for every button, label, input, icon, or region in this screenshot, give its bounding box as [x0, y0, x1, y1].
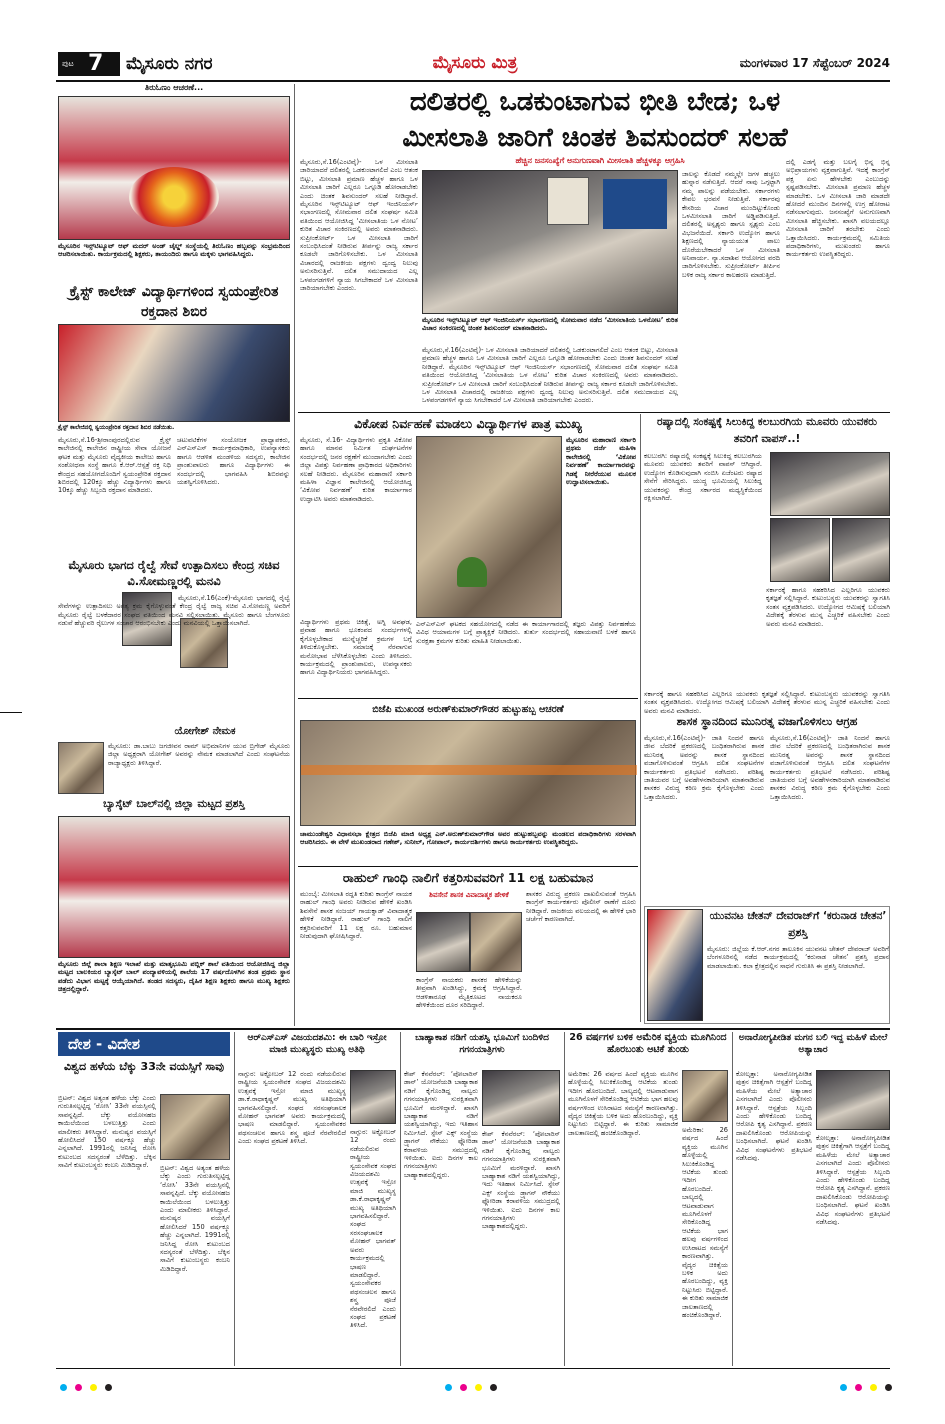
fb-body: ಅಮೆರಿಕಾ: 26 ವರ್ಷದ ಹಿಂದೆ ವ್ಯಕ್ತಿಯ ಮೂಗಿನ ಹೊಳ್ಳೆಯಲ್ಲಿ ಸಿಲುಕಿಕೊಂಡಿದ್ದ ಆಟಿಕೆಯ ತುಂಡು ಇದೀಗ ಹೊರಬಂದಿದೆ. ಬಾಲ್ಯದಲ್ಲಿ ಆಟವಾಡುವಾಗ ಮೂಗಿನೊಳಗೆ ಸೇರಿಕೊಂಡಿದ್ದ ಆಟಿಕೆಯ ಭಾಗ ಹಲವು ವರ್ಷಗಳಿಂದ ಉಸಿರಾಟದ ಸಮಸ್ಯೆಗೆ ಕಾರಣವಾಗಿತ್ತು. ವೈದ್ಯರ ಚಿಕಿತ್ಸೆಯ ಬಳಿಕ ಅದು ಹೊರಬಂದಿದ್ದು, ವ್ಯಕ್ತಿ ನಿಟ್ಟುಸಿರು ಬಿಟ್ಟಿದ್ದಾರೆ. ಈ ಕುರಿತು ಸಾಮಾಜಿಕ ಜಾಲತಾಣದಲ್ಲಿ ಹಂಚಿಕೊಂಡಿದ್ದಾರೆ. — [568, 1070, 678, 1137]
crime-headline: ಅನಾರೋಗ್ಯಪೀಡಿತ ಮಗನ ಬಲಿ ಇದ್ದ ಮಹಿಳೆ ಮೇಲೆ ಅತ್ಯಾಚಾರ — [738, 1033, 888, 1055]
col-divider-1 — [294, 84, 295, 1026]
cat-photo — [160, 1094, 230, 1160]
blood-headline: ಕ್ರೈಸ್ಟ್ ಕಾಲೇಜ್ ವಿದ್ಯಾರ್ಥಿಗಳಿಂದ ಸ್ವಯಂಪ್ರೇರಿತ ರಕ್ತದಾನ ಶಿಬಿರ — [69, 284, 279, 320]
basket-caption: ಮೈಸೂರು ಜಿಲ್ಲೆ ಶಾಲಾ ಶಿಕ್ಷಣ ಇಲಾಖೆ ಮತ್ತು ಮಾತೃಭೂಮಿ ಪಬ್ಲಿಕ್ ಶಾಲೆ ವತಿಯಿಂದ ಆಯೋಜಿಸಿದ್ದ ಜಿಲ್ಲಾ ಮಟ್ಟದ ಬಾಲಕಿಯರ ಬ್ಯಾಸ್ಕೆಟ್ ಬಾಲ್ ಪಂದ್ಯಾವಳಿಯಲ್ಲಿ ಶಾಲೆಯ 17 ವರ್ಷದೊಳಗಿನ ತಂಡ ಪ್ರಥಮ ಸ್ಥಾನ ಪಡೆದು ವಿಭಾಗ ಮಟ್ಟಕ್ಕೆ ಆಯ್ಕೆಯಾಗಿದೆ. ತಂಡದ ಸದಸ್ಯರು, ದೈಹಿಕ ಶಿಕ್ಷಣ ಶಿಕ್ಷಕರು ಹಾಗೂ ಮುಖ್ಯ ಶಿಕ್ಷಕರು ಚಿತ್ರದಲ್ಲಿದ್ದಾರೆ. — [58, 960, 290, 994]
mla-body-b: ಮೈಸೂರು,ಸೆ.16(ಎಂಟಿವೈ)- ಜಾತಿ ನಿಂದನೆ ಹಾಗೂ ಜೀವ ಬೆದರಿಕೆ ಪ್ರಕರಣದಲ್ಲಿ ಬಂಧಿತರಾಗಿರುವ ಶಾಸಕ ಮುನಿರತ್ನ ಅವರನ್ನು ಶಾಸಕ ಸ್ಥಾನದಿಂದ ವಜಾಗೊಳಿಸುವಂತೆ ಆಗ್ರಹಿಸಿ ದಲಿತ ಸಂಘಟನೆಗಳ ಕಾರ್ಯಕರ್ತರು ಪ್ರತಿಭಟನೆ ನಡೆಸಿದರು. ಪರಿಶಿಷ್ಟ ಜಾತಿಯವರ ಬಗ್ಗೆ ಅವಹೇಳನಕಾರಿಯಾಗಿ ಮಾತನಾಡಿರುವ ಶಾಸಕರ ವಿರುದ್ಧ ಕಠಿಣ ಕ್ರಮ ಕೈಗೊಳ್ಳಬೇಕು ಎಂದು ಒತ್ತಾಯಿಸಿದರು. — [770, 734, 890, 801]
soldier-photo-2 — [770, 518, 830, 582]
masthead-rule — [56, 80, 890, 82]
crop-mark-left — [0, 712, 22, 713]
rahul-top-rule — [298, 866, 638, 867]
world-divider-1 — [234, 1032, 235, 1366]
lead-photo — [422, 170, 678, 314]
gaikwad-photo — [416, 912, 470, 972]
bjp-caption: ಚಾಮುಂಡೇಶ್ವರಿ ವಿಧಾನಸಭಾ ಕ್ಷೇತ್ರದ ಬಿಜೆಪಿ ಮಾಜಿ ಅಧ್ಯಕ್ಷ ಎನ್.ಅರುಣ್‌ಕುಮಾರ್‌ಗೌಡ ಅವರ ಹುಟ್ಟುಹಬ್ಬವನ್ನು ಮಂಡಲದ ಪದಾಧಿಕಾರಿಗಳು ಸರಳವಾಗಿ ಆಚರಿಸಿದರು. ಈ ವೇಳೆ ಮುಖಂಡರಾದ ಗಣೇಶ್, ಸುನೀಲ್, ಗೋಪಾಲ್, ಕಾರ್ಯದರ್ಶಿಗಳು ಹಾಗೂ ಕಾರ್ಯಕರ್ತರು ಉಪಸ್ಥಿತರಿದ್ದರು. — [300, 830, 636, 847]
chetan-photo — [647, 909, 703, 1021]
paper-name: ಮೈಸೂರು ಮಿತ್ರ — [432, 53, 518, 73]
reg-dot-yellow — [870, 1384, 877, 1391]
section-title: ಮೈಸೂರು ನಗರ — [126, 54, 213, 74]
disaster-photo — [416, 436, 562, 618]
crime-photo — [816, 1070, 890, 1130]
disaster-body-a: ಮೈಸೂರು, ಸೆ.16- ವಿದ್ಯಾರ್ಥಿಗಳು ಪ್ರಕೃತಿ ವಿಕೋಪ ಹಾಗೂ ಮಾನವ ನಿರ್ಮಿತ ದುರ್ಘಟನೆಗಳ ಸಂದರ್ಭದಲ್ಲಿ ಜನರ ರಕ್ಷಣೆಗೆ ಮುಂದಾಗಬೇಕು ಎಂದು ಜಿಲ್ಲಾ ವಿಪತ್ತು ನಿರ್ವಹಣಾ ಪ್ರಾಧಿಕಾರದ ಅಧಿಕಾರಿಗಳು ಸಲಹೆ ನೀಡಿದರು. ಮೈಸೂರಿನ ಮಹಾರಾಣಿ ಸರ್ಕಾರಿ ಮಹಿಳಾ ವಿಜ್ಞಾನ ಕಾಲೇಜಿನಲ್ಲಿ ಆಯೋಜಿಸಿದ್ದ ‘ವಿಕೋಪ ನಿರ್ವಹಣೆ’ ಕುರಿತ ಕಾರ್ಯಾಗಾರ ಉದ್ಘಾಟಿಸಿ ಅವರು ಮಾತನಾಡಿದರು. — [300, 436, 412, 503]
reg-dot-magenta — [460, 1384, 467, 1391]
reg-dot-yellow — [90, 1384, 97, 1391]
lead-body-col1: ಮೈಸೂರು,ಸೆ.16(ಎಂಟಿವೈ)- ಒಳ ಮೀಸಲಾತಿ ಜಾರಿಯಾದರೆ ದಲಿತರಲ್ಲಿ ಒಡಕುಂಟಾಗಲಿದೆ ಎಂಬ ಆತಂಕ ಬಿಟ್ಟು, ಮೀಸಲಾತಿ ಪ್ರಮಾಣ ಹೆಚ್ಚಳ ಹಾಗೂ ಒಳ ಮೀಸಲಾತಿ ಜಾರಿಗೆ ಎಲ್ಲರೂ ಒಗ್ಗೂಡಿ ಹೋರಾಡಬೇಕು ಎಂದು ಚಿಂತಕ ಶಿವಸುಂದರ್ ಸಲಹೆ ನೀಡಿದ್ದಾರೆ. ಮೈಸೂರಿನ ಇನ್ಸ್‌ಟಿಟ್ಯೂಟ್ ಆಫ್ ಇಂಜಿನಿಯರ್ಸ್ ಸಭಾಂಗಣದಲ್ಲಿ ಸೋಮವಾರ ದಲಿತ ಸಂಘರ್ಷ ಸಮಿತಿ ವತಿಯಿಂದ ಆಯೋಜಿಸಿದ್ದ ‘ಮೀಸಲಾತಿಯ ಒಳ ನೋಟ’ ಕುರಿತ ವಿಚಾರ ಸಂಕಿರಣದಲ್ಲಿ ಅವರು ಮಾತನಾಡಿದರು. ಸುಪ್ರೀಂಕೋರ್ಟ್ ಒಳ ಮೀಸಲಾತಿ ಜಾರಿಗೆ ಸಂಬಂಧಿಸಿದಂತೆ ನೀಡಿರುವ ತೀರ್ಪನ್ನು ರಾಜ್ಯ ಸರ್ಕಾರ ಕೂಡಲೇ ಜಾರಿಗೊಳಿಸಬೇಕು. ಒಳ ಮೀಸಲಾತಿ ವಿಚಾರದಲ್ಲಿ ರಾಜಕೀಯ ಪಕ್ಷಗಳು ದ್ವಂದ್ವ ನಿಲುವು ಅನುಸರಿಸುತ್ತಿವೆ. ದಲಿತ ಸಮುದಾಯದ ಎಲ್ಲ ಒಳಪಂಗಡಗಳಿಗೆ ನ್ಯಾಯ ಸಿಗಬೇಕಾದರೆ ಒಳ ಮೀಸಲಾತಿ ಜಾರಿಯಾಗಬೇಕು ಎಂದರು. — [300, 158, 418, 293]
bjp-top-rule — [298, 698, 638, 699]
blood-body-b: ಚಟುವಟಿಕೆಗಳ ಸಂಯೋಜಕ ಪ್ರಾಧ್ಯಾಪಕರು, ಎನ್‌ಎಸ್‌ಎಸ್ ಕಾರ್ಯಕ್ರಮಾಧಿಕಾರಿ, ಉಪನ್ಯಾಸಕರು ಹಾಗೂ ಆಡಳಿತ ಮಂಡಳಿಯ ಸದಸ್ಯರು, ಕಾಲೇಜಿನ ಪ್ರಾಂಶುಪಾಲರು ಹಾಗೂ ವಿದ್ಯಾರ್ಥಿಗಳು ಈ ಸಂದರ್ಭದಲ್ಲಿ ಭಾಗವಹಿಸಿ ಶಿಬಿರವನ್ನು ಯಶಸ್ವಿಗೊಳಿಸಿದರು. — [177, 436, 290, 487]
rahul-photo — [470, 912, 522, 972]
lead-bottom-rule — [298, 412, 890, 413]
army-headline: ರಷ್ಯಾದಲ್ಲಿ ಸಂಕಷ್ಟಕ್ಕೆ ಸಿಲುಕಿದ್ದ ಕಲಬುರಗಿಯ ಮೂವರು ಯುವಕರು ತವರಿಗೆ ವಾಪಸ್..! — [657, 416, 877, 445]
onam-photo — [58, 96, 290, 240]
masthead — [0, 50, 945, 80]
rail-headline: ಮೈಸೂರು ಭಾಗದ ರೈಲ್ವೆ ಸೇವೆ ಉತ್ಪಾದಿಸಲು ಕೇಂದ್ರ ಸಚಿವ ವಿ.ಸೋಮಣ್ಣರಲ್ಲಿ ಮನವಿ — [68, 558, 280, 588]
page-bottom-rule — [56, 1368, 890, 1369]
blood-body-a: ಮೈಸೂರು,ಸೆ.16-ಶ್ರೀರಾಂಪುರದಲ್ಲಿರುವ ಕ್ರೈಸ್ಟ್ ಕಾಲೇಜಿನಲ್ಲಿ ಕಾಲೇಜಿನ ರಾಷ್ಟ್ರೀಯ ಸೇವಾ ಯೋಜನೆ ಘಟಕ ಮತ್ತು ಮೈಸೂರು ವೈದ್ಯಕೀಯ ಕಾಲೇಜು ಹಾಗೂ ಸಂಶೋಧನಾ ಸಂಸ್ಥೆ ಹಾಗೂ ಕೆ.ಆರ್.ಆಸ್ಪತ್ರೆ ರಕ್ತ ನಿಧಿ ಕೇಂದ್ರದ ಸಹಯೋಗದೊಂದಿಗೆ ಸ್ವಯಂಪ್ರೇರಿತ ರಕ್ತದಾನ ಶಿಬಿರದಲ್ಲಿ 120ಕ್ಕೂ ಹೆಚ್ಚು ವಿದ್ಯಾರ್ಥಿಗಳು ಹಾಗೂ 10ಕ್ಕೂ ಹೆಚ್ಚು ಸಿಬ್ಬಂದಿ ರಕ್ತದಾನ ಮಾಡಿದರು. — [58, 436, 171, 495]
world-divider-2 — [400, 1032, 401, 1366]
reg-dot-cyan — [445, 1384, 452, 1391]
space-body: ಕೇಪ್ ಕೆನವೆರಲ್: ‘ಪೋಲಾರಿಸ್ ಡಾನ್’ ಯೋಜನೆಯಡಿ ಬಾಹ್ಯಾಕಾಶ ನಡಿಗೆ ಕೈಗೊಂಡಿದ್ದ ನಾಲ್ವರು ಗಗನಯಾತ್ರಿಗಳು ಸುರಕ್ಷಿತವಾಗಿ ಭೂಮಿಗೆ ಮರಳಿದ್ದಾರೆ. ಖಾಸಗಿ ಬಾಹ್ಯಾಕಾಶ ನಡಿಗೆ ಯಶಸ್ವಿಯಾಗಿದ್ದು, ಇದು ಇತಿಹಾಸ ನಿರ್ಮಿಸಿದೆ. ಸ್ಪೇಸ್ ಎಕ್ಸ್ ಸಂಸ್ಥೆಯ ಡ್ರ್ಯಾಗನ್ ನೌಕೆಯು ಫ್ಲೋರಿಡಾ ಕರಾವಳಿಯ ಸಮುದ್ರದಲ್ಲಿ ಇಳಿಯಿತು. ಐದು ದಿನಗಳ ಕಾಲ ಗಗನಯಾತ್ರಿಗಳು ಬಾಹ್ಯಾಕಾಶದಲ್ಲಿದ್ದರು. — [404, 1070, 478, 1179]
world-divider-3 — [564, 1032, 565, 1366]
army-body-a: ಕಲಬುರಗಿ: ರಷ್ಯಾದಲ್ಲಿ ಸಂಕಷ್ಟಕ್ಕೆ ಸಿಲುಕಿದ್ದ ಕಲಬುರಗಿಯ ಮೂವರು ಯುವಕರು ತವರಿಗೆ ವಾಪಸ್ ಆಗಿದ್ದಾರೆ. ಉದ್ಯೋಗ ಕೊಡಿಸುವುದಾಗಿ ನಂಬಿಸಿ ಏಜೆಂಟರು ರಷ್ಯಾದ ಸೇನೆಗೆ ಸೇರಿಸಿದ್ದರು. ಯುದ್ಧ ಭೂಮಿಯಲ್ಲಿ ಸಿಲುಕಿದ್ದ ಯುವಕರನ್ನು ಕೇಂದ್ರ ಸರ್ಕಾರದ ಮಧ್ಯಸ್ಥಿಕೆಯಿಂದ ರಕ್ಷಿಸಲಾಗಿದೆ. — [644, 452, 762, 503]
lead-body-col4: ದಲ್ಲಿ ಎಡಗೈ ಮತ್ತು ಬಲಗೈ ಭಿನ್ನ ಭಿನ್ನ ಅಭಿಪ್ರಾಯಗಳು ವ್ಯಕ್ತವಾಗುತ್ತಿವೆ. ಇದಕ್ಕೆ ಕಾಂಗ್ರೆಸ್ ಪಕ್ಷ ಏನು ಹೇಳಬೇಕು ಎಂಬುದನ್ನು ಸ್ಪಷ್ಟಪಡಿಸಬೇಕು. ಮೀಸಲಾತಿ ಪ್ರಮಾಣ ಹೆಚ್ಚಳ ಮಾಡಬೇಕು. ಒಳ ಮೀಸಲಾತಿ ಜಾರಿ ಮಾಡದೇ ಹೋದರೆ ಮುಂದಿನ ದಿನಗಳಲ್ಲಿ ಉಗ್ರ ಹೋರಾಟ ನಡೆಸಲಾಗುವುದು. ಜನಸಂಖ್ಯೆಗೆ ಅನುಗುಣವಾಗಿ ಮೀಸಲಾತಿ ಹೆಚ್ಚಿಸಬೇಕು. ಖಾಸಗಿ ವಲಯದಲ್ಲೂ ಮೀಸಲಾತಿ ಜಾರಿಗೆ ತರಬೇಕು ಎಂದು ಒತ್ತಾಯಿಸಿದರು. ಕಾರ್ಯಕ್ರಮದಲ್ಲಿ ಸಮಿತಿಯ ಪದಾಧಿಕಾರಿಗಳು, ಮುಖಂಡರು ಹಾಗೂ ಕಾರ್ಯಕರ್ತರು ಉಪಸ್ಥಿತರಿದ್ದರು. — [786, 158, 890, 259]
soldier-photo-1 — [770, 452, 890, 516]
astronauts-photo — [482, 1070, 560, 1126]
registration-marks-right — [840, 1376, 900, 1386]
space-body-b: ಕೇಪ್ ಕೆನವೆರಲ್: ‘ಪೋಲಾರಿಸ್ ಡಾನ್’ ಯೋಜನೆಯಡಿ ಬಾಹ್ಯಾಕಾಶ ನಡಿಗೆ ಕೈಗೊಂಡಿದ್ದ ನಾಲ್ವರು ಗಗನಯಾತ್ರಿಗಳು ಸುರಕ್ಷಿತವಾಗಿ ಭೂಮಿಗೆ ಮರಳಿದ್ದಾರೆ. ಖಾಸಗಿ ಬಾಹ್ಯಾಕಾಶ ನಡಿಗೆ ಯಶಸ್ವಿಯಾಗಿದ್ದು, ಇದು ಇತಿಹಾಸ ನಿರ್ಮಿಸಿದೆ. ಸ್ಪೇಸ್ ಎಕ್ಸ್ ಸಂಸ್ಥೆಯ ಡ್ರ್ಯಾಗನ್ ನೌಕೆಯು ಫ್ಲೋರಿಡಾ ಕರಾವಳಿಯ ಸಮುದ್ರದಲ್ಲಿ ಇಳಿಯಿತು. ಐದು ದಿನಗಳ ಕಾಲ ಗಗನಯಾತ್ರಿಗಳು ಬಾಹ್ಯಾಕಾಶದಲ್ಲಿದ್ದರು. — [482, 1130, 560, 1231]
blood-caption: ಕ್ರೈಸ್ಟ್ ಕಾಲೇಜಿನಲ್ಲಿ ಸ್ವಯಂಪ್ರೇರಿತ ರಕ್ತದಾನ ಶಿಬಿರ ನಡೆಯಿತು. — [58, 424, 175, 431]
lead-headline-1: ದಲಿತರಲ್ಲಿ ಒಡಕುಂಟಾಗುವ ಭೀತಿ ಬೇಡ; ಒಳ — [409, 87, 781, 117]
page-number-box — [58, 52, 120, 76]
reg-dot-magenta — [855, 1384, 862, 1391]
crime-body-b: ಕೋಲ್ಕತ್ತಾ: ಅನಾರೋಗ್ಯಪೀಡಿತ ಪುತ್ರನ ಚಿಕಿತ್ಸೆಗಾಗಿ ಆಸ್ಪತ್ರೆಗೆ ಬಂದಿದ್ದ ಮಹಿಳೆಯ ಮೇಲೆ ಅತ್ಯಾಚಾರ ಎಸಗಲಾಗಿದೆ ಎಂದು ಪೊಲೀಸರು ತಿಳಿಸಿದ್ದಾರೆ. ಆಸ್ಪತ್ರೆಯ ಸಿಬ್ಬಂದಿ ಎಂದು ಹೇಳಿಕೊಂಡು ಬಂದಿದ್ದ ಆರೋಪಿ ಕೃತ್ಯ ಎಸಗಿದ್ದಾನೆ. ಪ್ರಕರಣ ದಾಖಲಿಸಿಕೊಂಡು ಆರೋಪಿಯನ್ನು ಬಂಧಿಸಲಾಗಿದೆ. ಘಟನೆ ಖಂಡಿಸಿ ವಿವಿಧ ಸಂಘಟನೆಗಳು ಪ್ರತಿಭಟನೆ ನಡೆಸಿದವು. — [816, 1134, 890, 1227]
lead-photo-caption: ಮೈಸೂರಿನ ಇನ್ಸ್‌ಟಿಟ್ಯೂಟ್ ಆಫ್ ಇಂಜಿನಿಯರ್ಸ್ ಸಭಾಂಗಣದಲ್ಲಿ ಸೋಮವಾರ ನಡೆದ ‘ಮೀಸಲಾತಿಯ ಒಳನೋಟ’ ಕುರಿತ ವಿಚಾರ ಸಂಕಿರಣದಲ್ಲಿ ಚಿಂತಕ ಶಿವಸುಂದರ್ ಮಾತನಾಡಿದರು. — [422, 316, 678, 333]
page-number: 7 — [88, 51, 104, 76]
chetan-body: ಮೈಸೂರು: ಜಿಲ್ಲೆಯ ಕೆ.ಆರ್.ನಗರ ತಾಲೂಕಿನ ಯುವನಟ ಚೇತನ್ ದೇವರಾಜ್ ಅವರಿಗೆ ಬೆಂಗಳೂರಿನಲ್ಲಿ ನಡೆದ ಕಾರ್ಯಕ್ರಮದಲ್ಲಿ ‘ಕರುನಾಡ ಚೇತನ’ ಪ್ರಶಸ್ತಿ ಪ್ರದಾನ ಮಾಡಲಾಯಿತು. ಕಲಾ ಕ್ಷೇತ್ರದಲ್ಲಿನ ಸಾಧನೆ ಗುರುತಿಸಿ ಈ ಪ್ರಶಸ್ತಿ ನೀಡಲಾಗಿದೆ. — [707, 945, 889, 970]
rss-body: ನಾಗ್ಪುರ: ಅಕ್ಟೋಬರ್ 12 ರಂದು ನಡೆಯಲಿರುವ ರಾಷ್ಟ್ರೀಯ ಸ್ವಯಂಸೇವಕ ಸಂಘದ ವಿಜಯದಶಮಿ ಉತ್ಸವಕ್ಕೆ ಇಸ್ರೋ ಮಾಜಿ ಮುಖ್ಯಸ್ಥ ಡಾ.ಕೆ.ರಾಧಾಕೃಷ್ಣನ್ ಮುಖ್ಯ ಅತಿಥಿಯಾಗಿ ಭಾಗವಹಿಸಲಿದ್ದಾರೆ. ಸಂಘದ ಸರಸಂಘಚಾಲಕ ಮೋಹನ್ ಭಾಗವತ್ ಅವರು ಕಾರ್ಯಕ್ರಮದಲ್ಲಿ ಭಾಷಣ ಮಾಡಲಿದ್ದಾರೆ. ಸ್ವಯಂಸೇವಕರ ಪಥಸಂಚಲನ ಹಾಗೂ ಶಸ್ತ್ರ ಪೂಜೆ ನೆರವೇರಲಿದೆ ಎಂದು ಸಂಘದ ಪ್ರಕಟಣೆ ತಿಳಿಸಿದೆ. — [238, 1070, 346, 1146]
mla-headline: ಶಾಸಕ ಸ್ಥಾನದಿಂದ ಮುನಿರತ್ನ ವಜಾಗೊಳಿಸಲು ಆಗ್ರಹ — [676, 715, 858, 728]
lead-body-col3: ಜಾಲನ್ನು ಕೊಡದೆ ನಮ್ಮಲ್ಲೇ ಜಗಳ ಹಚ್ಚಲು ಹುನ್ನಾರ ನಡೆಸುತ್ತಿದೆ. ಆದರೆ ನಾವು ಒಗ್ಗಟ್ಟಾಗಿ ನಮ್ಮ ಪಾಲನ್ನು ಪಡೆಯಬೇಕು. ಸರ್ಕಾರಗಳು ಕೇವಲ ಭರವಸೆ ನೀಡುತ್ತಿವೆ. ಸರ್ಕಾರವು ಕೇಸರಿಯ ವಿಚಾರ ಮುಂದಿಟ್ಟುಕೊಂಡು ಒಳಮೀಸಲಾತಿ ಜಾರಿಗೆ ಅಡ್ಡಿಪಡಿಸುತ್ತಿದೆ. ದಲಿತರಲ್ಲಿ ಅಸ್ಪೃಶ್ಯರು ಹಾಗೂ ಸ್ಪೃಶ್ಯರು ಎಂಬ ವಿಭಜನೆಯಿದೆ. ಸರ್ಕಾರಿ ಉದ್ಯೋಗ ಹಾಗೂ ಶಿಕ್ಷಣದಲ್ಲಿ ನ್ಯಾಯಯುತ ಪಾಲು ದೊರೆಯಬೇಕಾದರೆ ಒಳ ಮೀಸಲಾತಿ ಅನಿವಾರ್ಯ. ನ್ಯಾ.ಸದಾಶಿವ ಆಯೋಗದ ವರದಿ ಜಾರಿಗೊಳಿಸಬೇಕು. ಸುಪ್ರೀಂಕೋರ್ಟ್ ತೀರ್ಪಿನ ಬಳಿಕ ರಾಜ್ಯ ಸರ್ಕಾರ ಕಾಲಹರಣ ಮಾಡುತ್ತಿದೆ. — [682, 170, 780, 279]
reg-dot-black — [105, 1384, 112, 1391]
onam-caption: ಮೈಸೂರಿನ ಇನ್ಸ್‌ಟಿಟ್ಯೂಟ್ ಆಫ್ ಮದರ್ ಅಂಡ್ ಚೈಲ್ಡ್ ಸಂಸ್ಥೆಯಲ್ಲಿ ತಿರುಓಣಂ ಹಬ್ಬವನ್ನು ಸಂಭ್ರಮದಿಂದ ಆಚರಿಸಲಾಯಿತು. ಕಾರ್ಯಕ್ರಮದಲ್ಲಿ ಶಿಕ್ಷಕರು, ತಾಯಂದಿರು ಹಾಗೂ ಮಕ್ಕಳು ಭಾಗವಹಿಸಿದ್ದರು. — [58, 242, 290, 259]
lead-body-col2: ಮೈಸೂರು,ಸೆ.16(ಎಂಟಿವೈ)- ಒಳ ಮೀಸಲಾತಿ ಜಾರಿಯಾದರೆ ದಲಿತರಲ್ಲಿ ಒಡಕುಂಟಾಗಲಿದೆ ಎಂಬ ಆತಂಕ ಬಿಟ್ಟು, ಮೀಸಲಾತಿ ಪ್ರಮಾಣ ಹೆಚ್ಚಳ ಹಾಗೂ ಒಳ ಮೀಸಲಾತಿ ಜಾರಿಗೆ ಎಲ್ಲರೂ ಒಗ್ಗೂಡಿ ಹೋರಾಡಬೇಕು ಎಂದು ಚಿಂತಕ ಶಿವಸುಂದರ್ ಸಲಹೆ ನೀಡಿದ್ದಾರೆ. ಮೈಸೂರಿನ ಇನ್ಸ್‌ಟಿಟ್ಯೂಟ್ ಆಫ್ ಇಂಜಿನಿಯರ್ಸ್ ಸಭಾಂಗಣದಲ್ಲಿ ಸೋಮವಾರ ದಲಿತ ಸಂಘರ್ಷ ಸಮಿತಿ ವತಿಯಿಂದ ಆಯೋಜಿಸಿದ್ದ ‘ಮೀಸಲಾತಿಯ ಒಳ ನೋಟ’ ಕುರಿತ ವಿಚಾರ ಸಂಕಿರಣದಲ್ಲಿ ಅವರು ಮಾತನಾಡಿದರು. ಸುಪ್ರೀಂಕೋರ್ಟ್ ಒಳ ಮೀಸಲಾತಿ ಜಾರಿಗೆ ಸಂಬಂಧಿಸಿದಂತೆ ನೀಡಿರುವ ತೀರ್ಪನ್ನು ರಾಜ್ಯ ಸರ್ಕಾರ ಕೂಡಲೇ ಜಾರಿಗೊಳಿಸಬೇಕು. ಒಳ ಮೀಸಲಾತಿ ವಿಚಾರದಲ್ಲಿ ರಾಜಕೀಯ ಪಕ್ಷಗಳು ದ್ವಂದ್ವ ನಿಲುವು ಅನುಸರಿಸುತ್ತಿವೆ. ದಲಿತ ಸಮುದಾಯದ ಎಲ್ಲ ಒಳಪಂಗಡಗಳಿಗೆ ನ್ಯಾಯ ಸಿಗಬೇಕಾದರೆ ಒಳ ಮೀಸಲಾತಿ ಜಾರಿಯಾಗಬೇಕು ಎಂದರು. — [422, 346, 678, 405]
space-headline: ಬಾಹ್ಯಾಕಾಶ ನಡಿಗೆ ಯಶಸ್ವಿ ಭೂಮಿಗೆ ಬಂದಿಳಿದ ಗಗನಯಾತ್ರಿಗಳು — [415, 1033, 549, 1055]
rail-body: ಮೈಸೂರು,ಸೆ.16(ಎಂಕೆ)-ಮೈಸೂರು ಭಾಗದಲ್ಲಿ ರೈಲ್ವೆ ಸೇವೆಗಳನ್ನು ಉತ್ಪಾದಿಸಲು ಅಗತ್ಯ ಕ್ರಮ ಕೈಗೊಳ್ಳುವಂತೆ ಕೇಂದ್ರ ರೈಲ್ವೆ ರಾಜ್ಯ ಸಚಿವ ವಿ.ಸೋಮಣ್ಣ ಅವರಿಗೆ ಮೈಸೂರು ರೈಲ್ವೆ ಬಳಕೆದಾರರ ಸಂಘದ ವತಿಯಿಂದ ಮನವಿ ಸಲ್ಲಿಸಲಾಯಿತು. ಮೈಸೂರು ಹಾಗೂ ಬೆಂಗಳೂರು ನಡುವೆ ಹೆಚ್ಚುವರಿ ರೈಲುಗಳ ಸಂಚಾರ ಆರಂಭಿಸಬೇಕು ಎಂದು ಮನವಿಯಲ್ಲಿ ಒತ್ತಾಯಿಸಲಾಗಿದೆ. — [58, 594, 290, 628]
rahul-photo-label: ಶಿವಸೇನೆ ಶಾಸಕ ವಿವಾದಾತ್ಮಕ ಹೇಳಿಕೆ — [429, 891, 509, 899]
registration-marks-left — [60, 1376, 170, 1386]
rahul-body-b: ಕಾಂಗ್ರೆಸ್ ನಾಯಕರು ಶಾಸಕರ ಹೇಳಿಕೆಯನ್ನು ತೀವ್ರವಾಗಿ ಖಂಡಿಸಿದ್ದು, ಕ್ರಮಕ್ಕೆ ಆಗ್ರಹಿಸಿದ್ದಾರೆ. ಆಡಳಿತಾರೂಢ ಮೈತ್ರಿಕೂಟದ ನಾಯಕರೂ ಹೇಳಿಕೆಯಿಂದ ದೂರ ಸರಿದಿದ್ದಾರೆ. — [416, 976, 522, 1010]
cat-body-b: ಬ್ರಿಟನ್: ವಿಶ್ವದ ಅತ್ಯಂತ ಹಳೆಯ ಬೆಕ್ಕು ಎಂದು ಗುರುತಿಸಲ್ಪಟ್ಟಿದ್ದ ‘ರೋಸಿ’ 33ನೇ ವಯಸ್ಸಿನಲ್ಲಿ ಸಾವನ್ನಪ್ಪಿದೆ. ಬೆಕ್ಕು ವಯೋಸಹಜ ಕಾಯಿಲೆಯಿಂದ ಬಳಲುತ್ತಿತ್ತು ಎಂದು ಮಾಲೀಕರು ತಿಳಿಸಿದ್ದಾರೆ. ಮನುಷ್ಯರ ವಯಸ್ಸಿಗೆ ಹೋಲಿಸಿದರೆ 150 ವರ್ಷಕ್ಕೂ ಹೆಚ್ಚು ಎನ್ನಲಾಗಿದೆ. 1991ರಲ್ಲಿ ಜನಿಸಿದ್ದ ರೋಸಿ ಕುಟುಂಬದ ಸದಸ್ಯರಂತೆ ಬೆಳೆದಿತ್ತು. ಬೆಕ್ಕಿನ ಸಾವಿಗೆ ಕುಟುಂಬಸ್ಥರು ಕಂಬನಿ ಮಿಡಿದಿದ್ದಾರೆ. — [160, 1164, 230, 1273]
cat-headline: ವಿಶ್ವದ ಹಳೆಯ ಬೆಕ್ಕು 33ನೇ ವಯಸ್ಸಿಗೆ ಸಾವು — [63, 1060, 225, 1073]
disaster-body-b: ವಿದ್ಯಾರ್ಥಿಗಳು ಪ್ರಥಮ ಚಿಕಿತ್ಸೆ, ಅಗ್ನಿ ಅವಘಡ, ಪ್ರವಾಹ ಹಾಗೂ ಭೂಕಂಪದ ಸಂದರ್ಭಗಳಲ್ಲಿ ಕೈಗೊಳ್ಳಬೇಕಾದ ಮುನ್ನೆಚ್ಚರಿಕೆ ಕ್ರಮಗಳ ಬಗ್ಗೆ ತಿಳಿದುಕೊಳ್ಳಬೇಕು. ಸಮಾಜಕ್ಕೆ ನೆರವಾಗುವ ಮನೋಭಾವ ಬೆಳೆಸಿಕೊಳ್ಳಬೇಕು ಎಂದು ತಿಳಿಸಿದರು. ಕಾರ್ಯಕ್ರಮದಲ್ಲಿ ಪ್ರಾಂಶುಪಾಲರು, ಉಪನ್ಯಾಸಕರು ಹಾಗೂ ವಿದ್ಯಾರ್ಥಿನಿಯರು ಭಾಗವಹಿಸಿದ್ದರು. — [300, 618, 412, 677]
yogesh-title: ಯೋಗೇಶ್ ನೇಮಕ — [174, 726, 236, 737]
yogesh-body: ಮೈಸೂರು: ಡಾ.ಬಾಬು ಜಗಜೀವನ ರಾಮ್ ಅಭಿಮಾನಿಗಳ ಯುವ ಬ್ರಿಗೇಡ್ ಮೈಸೂರು ಜಿಲ್ಲಾ ಅಧ್ಯಕ್ಷರಾಗಿ ಯೋಗೇಶ್ ಅವರನ್ನು ನೇಮಕ ಮಾಡಲಾಗಿದೆ ಎಂದು ಸಂಘಟನೆಯ ರಾಜ್ಯಾಧ್ಯಕ್ಷರು ತಿಳಿಸಿದ್ದಾರೆ. — [108, 742, 290, 767]
blood-camp-photo — [58, 324, 290, 422]
chetan-headline: ಯುವನಟ ಚೇತನ್ ದೇವರಾಜ್‌ಗೆ ‘ಕರುನಾಡ ಚೇತನ’ ಪ್ರಶಸ್ತಿ — [709, 910, 887, 939]
world-section-label: ದೇಶ - ವಿದೇಶ — [58, 1032, 230, 1056]
crime-body: ಕೋಲ್ಕತ್ತಾ: ಅನಾರೋಗ್ಯಪೀಡಿತ ಪುತ್ರನ ಚಿಕಿತ್ಸೆಗಾಗಿ ಆಸ್ಪತ್ರೆಗೆ ಬಂದಿದ್ದ ಮಹಿಳೆಯ ಮೇಲೆ ಅತ್ಯಾಚಾರ ಎಸಗಲಾಗಿದೆ ಎಂದು ಪೊಲೀಸರು ತಿಳಿಸಿದ್ದಾರೆ. ಆಸ್ಪತ್ರೆಯ ಸಿಬ್ಬಂದಿ ಎಂದು ಹೇಳಿಕೊಂಡು ಬಂದಿದ್ದ ಆರೋಪಿ ಕೃತ್ಯ ಎಸಗಿದ್ದಾನೆ. ಪ್ರಕರಣ ದಾಖಲಿಸಿಕೊಂಡು ಆರೋಪಿಯನ್ನು ಬಂಧಿಸಲಾಗಿದೆ. ಘಟನೆ ಖಂಡಿಸಿ ವಿವಿಧ ಸಂಘಟನೆಗಳು ಪ್ರತಿಭಟನೆ ನಡೆಸಿದವು. — [736, 1070, 812, 1163]
col-divider-2 — [640, 414, 641, 1022]
rahul-body-a: ಮುಂಬೈ: ಮೀಸಲಾತಿ ರದ್ದತಿ ಕುರಿತು ಕಾಂಗ್ರೆಸ್ ನಾಯಕ ರಾಹುಲ್ ಗಾಂಧಿ ಅವರು ನೀಡಿರುವ ಹೇಳಿಕೆ ಖಂಡಿಸಿ ಶಿವಸೇನೆ ಶಾಸಕ ಸಂಜಯ್ ಗಾಯಕ್ವಾಡ್ ವಿವಾದಾತ್ಮಕ ಹೇಳಿಕೆ ನೀಡಿದ್ದಾರೆ. ರಾಹುಲ್ ಗಾಂಧಿ ನಾಲಿಗೆ ಕತ್ತರಿಸುವವರಿಗೆ 11 ಲಕ್ಷ ರೂ. ಬಹುಮಾನ ನೀಡುವುದಾಗಿ ಘೋಷಿಸಿದ್ದಾರೆ. — [300, 890, 412, 941]
reg-dot-yellow — [475, 1384, 482, 1391]
lead-subhead: ಹೆಚ್ಚಿನ ಜನಸಂಖ್ಯೆಗೆ ಅನುಗುಣವಾಗಿ ಮೀಸಲಾತಿ ಹೆಚ್ಚಳಕ್ಕೂ ಆಗ್ರಹಿಸಿ — [515, 156, 685, 165]
soldier-photo-3 — [832, 518, 890, 582]
fb-headline: 26 ವರ್ಷಗಳ ಬಳಿಕ ಅಮೆರಿಕ ವ್ಯಕ್ತಿಯ ಮೂಗಿನಿಂದ ಹೊರಬಂತು ಆಟಿಕೆ ತುಂಡು — [569, 1032, 727, 1055]
army-body-c: ಸರ್ಕಾರಕ್ಕೆ ಹಾಗೂ ಸಹಕರಿಸಿದ ಎಲ್ಲರಿಗೂ ಯುವಕರು ಕೃತಜ್ಞತೆ ಸಲ್ಲಿಸಿದ್ದಾರೆ. ಕುಟುಂಬಸ್ಥರು ಯುವಕರನ್ನು ಸ್ವಾಗತಿಸಿ ಸಂತಸ ವ್ಯಕ್ತಪಡಿಸಿದರು. ಉದ್ಯೋಗದ ಆಮಿಷಕ್ಕೆ ಬಲಿಯಾಗಿ ವಿದೇಶಕ್ಕೆ ತೆರಳುವ ಮುನ್ನ ಎಚ್ಚರಿಕೆ ವಹಿಸಬೇಕು ಎಂದು ಅವರು ಮನವಿ ಮಾಡಿದರು. — [644, 690, 890, 715]
bjp-photo — [300, 720, 636, 826]
army-body-b: ಸರ್ಕಾರಕ್ಕೆ ಹಾಗೂ ಸಹಕರಿಸಿದ ಎಲ್ಲರಿಗೂ ಯುವಕರು ಕೃತಜ್ಞತೆ ಸಲ್ಲಿಸಿದ್ದಾರೆ. ಕುಟುಂಬಸ್ಥರು ಯುವಕರನ್ನು ಸ್ವಾಗತಿಸಿ ಸಂತಸ ವ್ಯಕ್ತಪಡಿಸಿದರು. ಉದ್ಯೋಗದ ಆಮಿಷಕ್ಕೆ ಬಲಿಯಾಗಿ ವಿದೇಶಕ್ಕೆ ತೆರಳುವ ಮುನ್ನ ಎಚ್ಚರಿಕೆ ವಹಿಸಬೇಕು ಎಂದು ಅವರು ಮನವಿ ಮಾಡಿದರು. — [766, 586, 890, 628]
lead-headline-2: ಮೀಸಲಾತಿ ಜಾರಿಗೆ ಚಿಂತಕ ಶಿವಸುಂದರ್ ಸಲಹೆ — [402, 123, 788, 153]
disaster-body-c: ಎನ್‌ಎಸ್‌ಎಸ್ ಘಟಕದ ಸಹಯೋಗದಲ್ಲಿ ನಡೆದ ಈ ಕಾರ್ಯಾಗಾರದಲ್ಲಿ ತಜ್ಞರು ವಿಪತ್ತು ನಿರ್ವಹಣೆಯ ವಿವಿಧ ಆಯಾಮಗಳ ಬಗ್ಗೆ ಪ್ರಾತ್ಯಕ್ಷಿಕೆ ನೀಡಿದರು. ತುರ್ತು ಸಂದರ್ಭದಲ್ಲಿ ಸಹಾಯವಾಣಿ ಬಳಕೆ ಹಾಗೂ ಸುರಕ್ಷತಾ ಕ್ರಮಗಳ ಕುರಿತು ಮಾಹಿತಿ ನೀಡಲಾಯಿತು. — [416, 620, 636, 645]
reg-dot-cyan — [60, 1384, 67, 1391]
world-divider-4 — [732, 1032, 733, 1366]
reg-dot-magenta — [75, 1384, 82, 1391]
cat-body: ಬ್ರಿಟನ್: ವಿಶ್ವದ ಅತ್ಯಂತ ಹಳೆಯ ಬೆಕ್ಕು ಎಂದು ಗುರುತಿಸಲ್ಪಟ್ಟಿದ್ದ ‘ರೋಸಿ’ 33ನೇ ವಯಸ್ಸಿನಲ್ಲಿ ಸಾವನ್ನಪ್ಪಿದೆ. ಬೆಕ್ಕು ವಯೋಸಹಜ ಕಾಯಿಲೆಯಿಂದ ಬಳಲುತ್ತಿತ್ತು ಎಂದು ಮಾಲೀಕರು ತಿಳಿಸಿದ್ದಾರೆ. ಮನುಷ್ಯರ ವಯಸ್ಸಿಗೆ ಹೋಲಿಸಿದರೆ 150 ವರ್ಷಕ್ಕೂ ಹೆಚ್ಚು ಎನ್ನಲಾಗಿದೆ. 1991ರಲ್ಲಿ ಜನಿಸಿದ್ದ ರೋಸಿ ಕುಟುಂಬದ ಸದಸ್ಯರಂತೆ ಬೆಳೆದಿತ್ತು. ಬೆಕ್ಕಿನ ಸಾವಿಗೆ ಕುಟುಂಬಸ್ಥರು ಕಂಬನಿ ಮಿಡಿದಿದ್ದಾರೆ. — [58, 1094, 156, 1170]
basket-headline: ಬ್ಯಾಸ್ಕೆಟ್ ಬಾಲ್‌ನಲ್ಲಿ ಜಿಲ್ಲಾ ಮಟ್ಟದ ಪ್ರಶಸ್ತಿ — [103, 798, 245, 810]
disaster-caption: ಮೈಸೂರಿನ ಮಹಾರಾಣಿ ಸರ್ಕಾರಿ ಪ್ರಥಮ ದರ್ಜೆ ಮಹಿಳಾ ಕಾಲೇಜಿನಲ್ಲಿ ‘ವಿಕೋಪ ನಿರ್ವಹಣೆ’ ಕಾರ್ಯಾಗಾರವನ್ನು ಗಿಡಕ್ಕೆ ನೀರೆರೆಯುವ ಮೂಲಕ ಉದ್ಘಾಟಿಸಲಾಯಿತು. — [566, 436, 636, 487]
basketball-team-photo — [58, 816, 290, 958]
rahul-body-c: ಶಾಸಕರ ವಿರುದ್ಧ ಪ್ರಕರಣ ದಾಖಲಿಸುವಂತೆ ಆಗ್ರಹಿಸಿ ಕಾಂಗ್ರೆಸ್ ಕಾರ್ಯಕರ್ತರು ಪೊಲೀಸ್ ಠಾಣೆಗೆ ದೂರು ನೀಡಿದ್ದಾರೆ. ರಾಜಕೀಯ ವಲಯದಲ್ಲಿ ಈ ಹೇಳಿಕೆ ಭಾರಿ ಚರ್ಚೆಗೆ ಕಾರಣವಾಗಿದೆ. — [526, 890, 636, 924]
yogesh-photo — [58, 742, 104, 794]
reg-dot-black — [490, 1384, 497, 1391]
mla-body-a: ಮೈಸೂರು,ಸೆ.16(ಎಂಟಿವೈ)- ಜಾತಿ ನಿಂದನೆ ಹಾಗೂ ಜೀವ ಬೆದರಿಕೆ ಪ್ರಕರಣದಲ್ಲಿ ಬಂಧಿತರಾಗಿರುವ ಶಾಸಕ ಮುನಿರತ್ನ ಅವರನ್ನು ಶಾಸಕ ಸ್ಥಾನದಿಂದ ವಜಾಗೊಳಿಸುವಂತೆ ಆಗ್ರಹಿಸಿ ದಲಿತ ಸಂಘಟನೆಗಳ ಕಾರ್ಯಕರ್ತರು ಪ್ರತಿಭಟನೆ ನಡೆಸಿದರು. ಪರಿಶಿಷ್ಟ ಜಾತಿಯವರ ಬಗ್ಗೆ ಅವಹೇಳನಕಾರಿಯಾಗಿ ಮಾತನಾಡಿರುವ ಶಾಸಕರ ವಿರುದ್ಧ ಕಠಿಣ ಕ್ರಮ ಕೈಗೊಳ್ಳಬೇಕು ಎಂದು ಒತ್ತಾಯಿಸಿದರು. — [644, 734, 764, 801]
date-line: ಮಂಗಳವಾರ 17 ಸೆಪ್ಟೆಂಬರ್ 2024 — [739, 56, 890, 70]
rss-body-b: ನಾಗ್ಪುರ: ಅಕ್ಟೋಬರ್ 12 ರಂದು ನಡೆಯಲಿರುವ ರಾಷ್ಟ್ರೀಯ ಸ್ವಯಂಸೇವಕ ಸಂಘದ ವಿಜಯದಶಮಿ ಉತ್ಸವಕ್ಕೆ ಇಸ್ರೋ ಮಾಜಿ ಮುಖ್ಯಸ್ಥ ಡಾ.ಕೆ.ರಾಧಾಕೃಷ್ಣನ್ ಮುಖ್ಯ ಅತಿಥಿಯಾಗಿ ಭಾಗವಹಿಸಲಿದ್ದಾರೆ. ಸಂಘದ ಸರಸಂಘಚಾಲಕ ಮೋಹನ್ ಭಾಗವತ್ ಅವರು ಕಾರ್ಯಕ್ರಮದಲ್ಲಿ ಭಾಷಣ ಮಾಡಲಿದ್ದಾರೆ. ಸ್ವಯಂಸೇವಕರ ಪಥಸಂಚಲನ ಹಾಗೂ ಶಸ್ತ್ರ ಪೂಜೆ ನೆರವೇರಲಿದೆ ಎಂದು ಸಂಘದ ಪ್ರಕಟಣೆ ತಿಳಿಸಿದೆ. — [350, 1128, 396, 1330]
chetan-box — [644, 906, 890, 1024]
bjp-headline: ಬಿಜೆಪಿ ಮುಖಂಡ ಅರುಣ್‌ಕುಮಾರ್‌ಗೌಡರ ಹುಟ್ಟುಹಬ್ಬ ಆಚರಣೆ — [372, 704, 564, 715]
disaster-headline: ವಿಕೋಪ ನಿರ್ವಹಣೆ ಮಾಡಲು ವಿದ್ಯಾರ್ಥಿಗಳ ಪಾತ್ರ ಮುಖ್ಯ — [354, 416, 582, 431]
reg-dot-cyan — [840, 1384, 847, 1391]
reg-dot-black — [885, 1384, 892, 1391]
page-label: ಪುಟ — [62, 59, 74, 68]
photo1-title: ತಿರುಓಣಂ ಆಚರಣೆ... — [144, 83, 204, 92]
rss-headline: ಆರ್‌ಎಸ್‌ಎಸ್ ವಿಜಯದಶಮಿ: ಈ ಬಾರಿ ಇಸ್ರೋ ಮಾಜಿ ಮುಖ್ಯಸ್ಥರು ಮುಖ್ಯ ಅತಿಥಿ — [247, 1033, 387, 1055]
radhakrishnan-photo — [350, 1070, 396, 1124]
registration-marks-center — [445, 1376, 505, 1386]
world-top-rule — [56, 1028, 890, 1030]
fb-man-photo — [682, 1070, 728, 1122]
fb-body-b: ಅಮೆರಿಕಾ: 26 ವರ್ಷದ ಹಿಂದೆ ವ್ಯಕ್ತಿಯ ಮೂಗಿನ ಹೊಳ್ಳೆಯಲ್ಲಿ ಸಿಲುಕಿಕೊಂಡಿದ್ದ ಆಟಿಕೆಯ ತುಂಡು ಇದೀಗ ಹೊರಬಂದಿದೆ. ಬಾಲ್ಯದಲ್ಲಿ ಆಟವಾಡುವಾಗ ಮೂಗಿನೊಳಗೆ ಸೇರಿಕೊಂಡಿದ್ದ ಆಟಿಕೆಯ ಭಾಗ ಹಲವು ವರ್ಷಗಳಿಂದ ಉಸಿರಾಟದ ಸಮಸ್ಯೆಗೆ ಕಾರಣವಾಗಿತ್ತು. ವೈದ್ಯರ ಚಿಕಿತ್ಸೆಯ ಬಳಿಕ ಅದು ಹೊರಬಂದಿದ್ದು, ವ್ಯಕ್ತಿ ನಿಟ್ಟುಸಿರು ಬಿಟ್ಟಿದ್ದಾರೆ. ಈ ಕುರಿತು ಸಾಮಾಜಿಕ ಜಾಲತಾಣದಲ್ಲಿ ಹಂಚಿಕೊಂಡಿದ್ದಾರೆ. — [682, 1126, 728, 1319]
rahul-headline: ರಾಹುಲ್ ಗಾಂಧಿ ನಾಲಿಗೆ ಕತ್ತರಿಸುವವರಿಗೆ 11 ಲಕ್ಷ ಬಹುಮಾನ — [342, 870, 594, 885]
